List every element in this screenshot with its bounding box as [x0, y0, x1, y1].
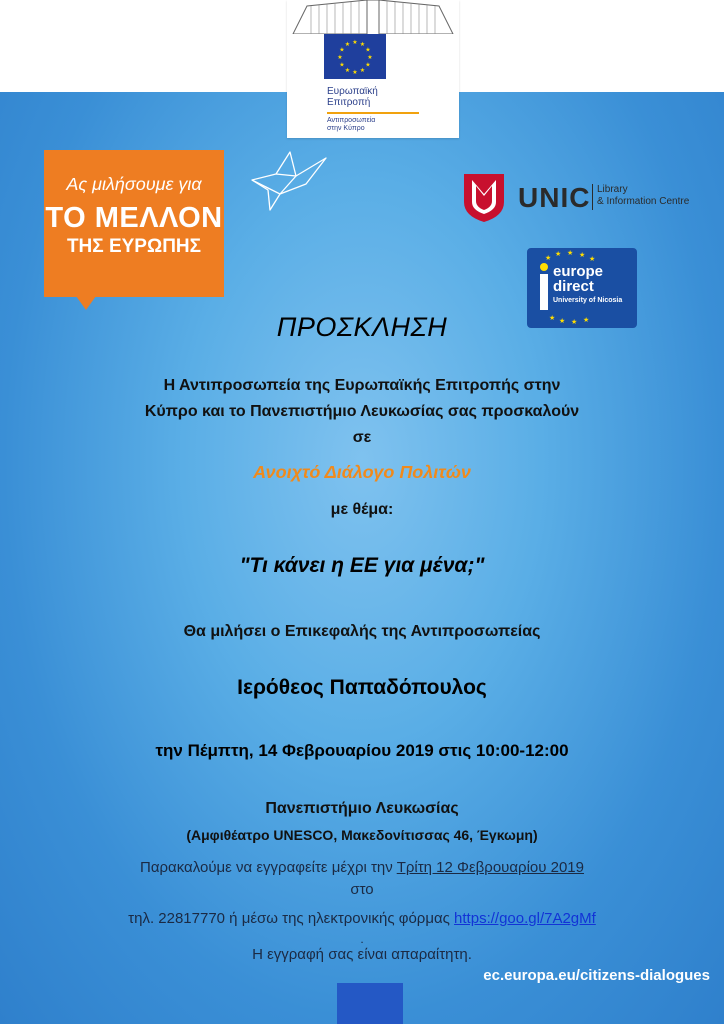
ec-name-line2: Επιτροπή — [327, 97, 371, 108]
contact-period: . — [360, 932, 364, 946]
info-i-icon — [539, 262, 549, 310]
contact-line — [0, 908, 724, 930]
registration-required: Η εγγραφή σας είναι απαραίτητη. — [252, 946, 472, 963]
unic-library-text: Library & Information Centre — [597, 184, 690, 207]
unic-library-logo — [462, 172, 712, 224]
ec-sub-line2: στην Κύπρο — [327, 125, 365, 132]
ec-representation — [327, 117, 375, 133]
unic-shield-icon — [462, 172, 506, 224]
registration-line — [0, 857, 724, 879]
registration-text: Παρακαλούμε να εγγραφείτε μέχρι την — [140, 859, 393, 876]
svg-text:★: ★ — [339, 46, 345, 54]
svg-text:★: ★ — [559, 317, 566, 325]
svg-text:★: ★ — [337, 54, 343, 61]
svg-text:★: ★ — [344, 41, 351, 48]
svg-text:★: ★ — [583, 316, 590, 324]
intro-line3: σε — [352, 429, 372, 446]
registration-deadline: Τρίτη 12 Φεβρουαρίου 2019 — [396, 859, 584, 876]
footer-url: ec.europa.eu/citizens-dialogues — [483, 967, 710, 984]
svg-text:★: ★ — [352, 69, 358, 76]
svg-text:★: ★ — [344, 67, 351, 74]
event-name: Ανοιχτό Διάλογο Πολιτών — [253, 462, 471, 482]
ec-sub-line1: Αντιπροσωπεία — [327, 117, 376, 124]
svg-text:★: ★ — [365, 61, 371, 69]
berlaymont-building-icon — [287, 0, 459, 34]
registration-at: στο — [350, 881, 374, 898]
unic-wordmark: UNIC — [518, 182, 591, 213]
registration-form-link[interactable]: https://goo.gl/7A2gMf — [454, 910, 596, 927]
theme-label: με θέμα: — [330, 501, 394, 518]
european-commission-logo — [287, 0, 459, 138]
badge-line2: ΤΟ ΜΕΛΛΟΝ — [45, 202, 223, 234]
svg-text:★: ★ — [359, 67, 366, 74]
svg-text:★: ★ — [545, 254, 552, 262]
future-of-europe-badge — [44, 150, 224, 297]
eu-flag-icon — [324, 34, 386, 79]
speaker-name: Ιερόθεος Παπαδόπουλος — [237, 676, 487, 699]
intro-line2: Κύπρο και το Πανεπιστήμιο Λευκωσίας σας προσκαλούν — [144, 403, 580, 420]
venue-name: Πανεπιστήμιο Λευκωσίας — [265, 800, 459, 817]
svg-text:★: ★ — [589, 255, 596, 263]
svg-text:★: ★ — [567, 249, 574, 257]
phone-text: τηλ. 22817770 ή μέσω της ηλεκτρονικής φόρμας — [128, 910, 450, 927]
invitation-intro — [0, 373, 724, 451]
svg-text:★: ★ — [359, 41, 366, 48]
svg-text:★: ★ — [352, 39, 358, 46]
venue-detail: (Αμφιθέατρο UNESCO, Μακεδονίτισσας 46, Έγκωμη) — [186, 827, 538, 843]
event-question: "Τι κάνει η ΕΕ για μένα;" — [239, 554, 485, 577]
svg-text:★: ★ — [367, 54, 373, 61]
svg-text:★: ★ — [579, 251, 586, 259]
svg-text:★: ★ — [365, 46, 371, 54]
unic-divider — [592, 184, 593, 210]
europe-direct-line1: europe — [553, 263, 604, 280]
registration-note — [0, 857, 724, 901]
invitation-title: ΠΡΟΣΚΛΗΣΗ — [276, 312, 448, 342]
svg-text:★: ★ — [339, 61, 345, 69]
badge-line3: ΤΗΣ ΕΥΡΩΠΗΣ — [66, 236, 202, 257]
speaker-label: Θα μιλήσει ο Επικεφαλής της Αντιπροσωπείας — [183, 623, 541, 640]
europe-direct-line3: University of Nicosia — [553, 297, 623, 304]
ec-name-line1: Ευρωπαϊκή — [327, 86, 378, 97]
ec-divider — [327, 112, 419, 114]
svg-text:★: ★ — [571, 318, 578, 326]
intro-line1: Η Αντιπροσωπεία της Ευρωπαϊκής Επιτροπής στην — [163, 377, 561, 394]
badge-line1: Ας μιλήσουμε για — [66, 174, 202, 194]
event-date: την Πέμπτη, 14 Φεβρουαρίου 2019 στις 10:00-12:00 — [155, 741, 569, 760]
svg-text:★: ★ — [555, 250, 562, 258]
europe-direct-line2: direct — [553, 278, 594, 295]
badge-tail — [76, 296, 96, 310]
ec-name — [327, 86, 378, 108]
svg-text:★: ★ — [549, 314, 556, 322]
origami-bird-icon — [250, 150, 328, 212]
footer-blue-bar — [337, 983, 403, 1024]
